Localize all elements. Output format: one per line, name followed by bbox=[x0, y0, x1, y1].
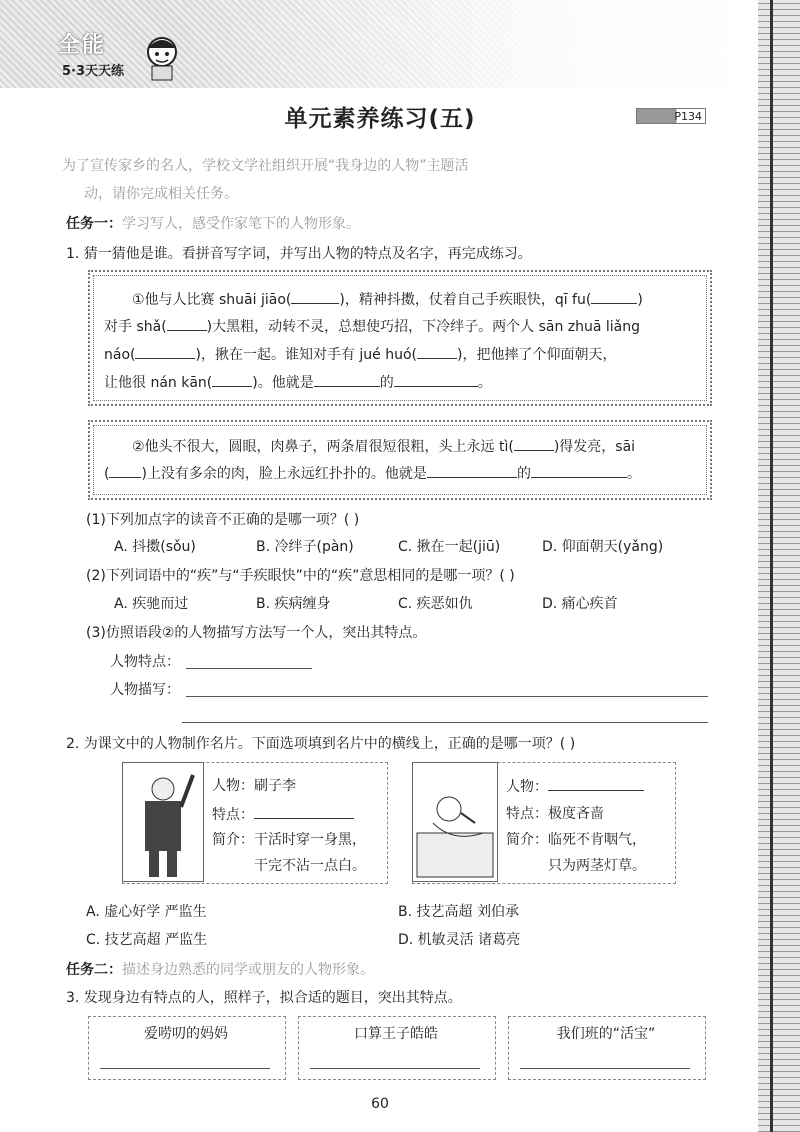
box1-line-2 bbox=[104, 316, 640, 337]
sub3-question: (3)仿照语段②的人物描写方法写一个人，突出其特点。 bbox=[86, 625, 427, 641]
portrait-painter bbox=[122, 762, 204, 882]
card2-person bbox=[506, 776, 644, 797]
name-blank[interactable] bbox=[394, 372, 478, 387]
box2-l2d: 。 bbox=[626, 466, 641, 482]
q3-stem: 3. 发现身边有特点的人，照样子，拟合适的题目，突出其特点。 bbox=[66, 990, 462, 1006]
box2-l2c: 的 bbox=[516, 466, 531, 482]
q2-option-a[interactable]: A. 虚心好学 严监生 bbox=[86, 904, 207, 920]
sub1-option-d[interactable]: D. 仰面朝天(yǎng) bbox=[542, 539, 664, 555]
sub1-option-b[interactable]: B. 冷绊子(pàn) bbox=[256, 539, 354, 555]
sub1-option-c[interactable]: C. 揪在一起(jiū) bbox=[398, 539, 501, 555]
description-line-2[interactable] bbox=[182, 722, 708, 723]
box1-l2b: )大黑粗，动转不灵，总想使巧招，下冷绊子。两个人 sān zhuā liǎng bbox=[206, 319, 641, 335]
sub2-question: (2)下列词语中的“疾”与“手疾眼快”中的“疾”意思相同的是哪一项？( ) bbox=[86, 568, 515, 584]
box2-line-1 bbox=[132, 436, 635, 457]
passage-box-2 bbox=[88, 420, 712, 500]
bedridden-figure-icon bbox=[413, 763, 497, 881]
card2-name-blank[interactable] bbox=[548, 776, 644, 791]
card1-intro-1: 简介：干活时穿一身黑， bbox=[212, 832, 366, 848]
answer-page-ref bbox=[636, 108, 706, 124]
task1-label: 任务一： bbox=[66, 216, 122, 232]
task2-label: 任务二： bbox=[66, 962, 122, 978]
box1-l3b: )，揪在一起。谁知对手有 jué huó( bbox=[195, 347, 417, 363]
answer-blank[interactable] bbox=[417, 344, 457, 359]
title-card-1-text: 爱唠叨的妈妈 bbox=[144, 1026, 228, 1042]
sub1-question: (1)下列加点字的读音不正确的是哪一项？( ) bbox=[86, 512, 360, 528]
answer-blank[interactable] bbox=[291, 289, 339, 304]
title-card-3-line[interactable] bbox=[520, 1068, 690, 1069]
box2-line-2 bbox=[104, 463, 641, 484]
card1-trait-label: 特点： bbox=[212, 807, 254, 823]
box1-l3a: náo( bbox=[104, 347, 136, 363]
box1-l4d: 。 bbox=[477, 375, 492, 391]
box1-line-3 bbox=[104, 344, 616, 365]
sub2-option-a[interactable]: A. 疾驰而过 bbox=[114, 596, 189, 612]
task1-heading bbox=[66, 214, 360, 234]
description-label: 人物描写： bbox=[110, 682, 180, 698]
card1-person: 人物：刷子李 bbox=[212, 778, 296, 794]
box1-l3c: )，把他摔了个仰面朝天， bbox=[457, 347, 617, 363]
title-card-1-line[interactable] bbox=[100, 1068, 270, 1069]
box1-l4b: )。他就是 bbox=[252, 375, 314, 391]
sub2-option-c[interactable]: C. 疾恶如仇 bbox=[398, 596, 473, 612]
task2-text: 描述身边熟悉的同学或朋友的人物形象。 bbox=[122, 962, 374, 978]
trait-label: 人物特点： bbox=[110, 654, 180, 670]
trait-blank[interactable] bbox=[314, 372, 380, 387]
intro-line-1: 为了宣传家乡的名人，学校文学社组织开展“我身边的人物”主题活 bbox=[62, 158, 469, 174]
box2-l1b: )得发亮，sāi bbox=[553, 439, 636, 455]
q1-stem: 1. 猜一猜他是谁。看拼音写字词，并写出人物的特点及名字，再完成练习。 bbox=[66, 246, 532, 262]
answer-blank[interactable] bbox=[109, 463, 141, 478]
sub2-option-d[interactable]: D. 痛心疾首 bbox=[542, 596, 618, 612]
intro-line-2: 动，请你完成相关任务。 bbox=[84, 186, 238, 202]
task2-heading bbox=[66, 960, 374, 980]
box1-l2a: 对手 shǎ( bbox=[104, 319, 167, 335]
q2-option-d[interactable]: D. 机敏灵活 诸葛亮 bbox=[398, 932, 521, 948]
card2-trait: 特点：极度吝啬 bbox=[506, 806, 604, 822]
title-card-2-text: 口算王子皓皓 bbox=[354, 1026, 438, 1042]
title-card-3-text: 我们班的“活宝” bbox=[556, 1026, 656, 1042]
box1-line-4 bbox=[104, 372, 492, 393]
answer-blank[interactable] bbox=[591, 289, 637, 304]
brand-logo: 全能 bbox=[58, 33, 107, 58]
q2-option-b[interactable]: B. 技艺高超 刘伯承 bbox=[398, 904, 519, 920]
card1-intro-2: 干完不沾一点白。 bbox=[254, 858, 366, 874]
task1-text: 学习写人，感受作家笔下的人物形象。 bbox=[122, 216, 360, 232]
box1-l1b: )，精神抖擞，仗着自己手疾眼快，qī fu( bbox=[339, 292, 592, 308]
box1-l1a: ①他与人比赛 shuāi jiāo( bbox=[132, 292, 292, 308]
card2-intro-1: 简介：临死不肯咽气， bbox=[506, 832, 646, 848]
trait-blank[interactable] bbox=[427, 463, 517, 478]
trait-answer-line[interactable] bbox=[186, 668, 312, 669]
answer-blank[interactable] bbox=[135, 344, 195, 359]
portrait-dying-man bbox=[412, 762, 498, 882]
box1-l4a: 让他很 nán kān( bbox=[104, 375, 213, 391]
answer-blank[interactable] bbox=[212, 372, 252, 387]
box2-l2a: ( bbox=[104, 466, 110, 482]
painter-figure-icon bbox=[123, 763, 203, 881]
sub2-option-b[interactable]: B. 疾病缠身 bbox=[256, 596, 331, 612]
box1-line-1 bbox=[132, 289, 643, 310]
card1-trait bbox=[212, 804, 354, 825]
header-banner-fade bbox=[180, 0, 760, 88]
page-title: 单元素养练习(五) bbox=[284, 106, 476, 132]
card2-person-label: 人物： bbox=[506, 779, 548, 795]
description-line-1[interactable] bbox=[186, 696, 708, 697]
page-number: 60 bbox=[371, 1096, 389, 1112]
q2-option-c[interactable]: C. 技艺高超 严监生 bbox=[86, 932, 208, 948]
box1-l1c: ) bbox=[637, 292, 643, 308]
cartoon-boy-icon bbox=[140, 32, 184, 82]
box2-l1a: ②他头不很大，圆眼，肉鼻子，两条眉很短很粗，头上永远 tì( bbox=[132, 439, 514, 455]
card1-trait-blank[interactable] bbox=[254, 804, 354, 819]
sub1-option-a[interactable]: A. 抖擞(sǒu) bbox=[114, 539, 196, 555]
series-name: 5·3天天练 bbox=[62, 64, 125, 79]
spine-line bbox=[770, 0, 773, 1132]
card2-intro-2: 只为两茎灯草。 bbox=[548, 858, 646, 874]
q2-stem: 2. 为课文中的人物制作名片。下面选项填到名片中的横线上，正确的是哪一项？( ) bbox=[66, 736, 576, 752]
title-card-2-line[interactable] bbox=[310, 1068, 480, 1069]
answer-blank[interactable] bbox=[167, 316, 207, 331]
page-ref-text: P134 bbox=[674, 109, 702, 123]
page-spine bbox=[758, 0, 800, 1132]
box2-l2b: )上没有多余的肉，脸上永远红扑扑的。他就是 bbox=[141, 466, 427, 482]
answer-blank[interactable] bbox=[514, 436, 554, 451]
name-blank[interactable] bbox=[531, 463, 627, 478]
box1-l4c: 的 bbox=[379, 375, 394, 391]
